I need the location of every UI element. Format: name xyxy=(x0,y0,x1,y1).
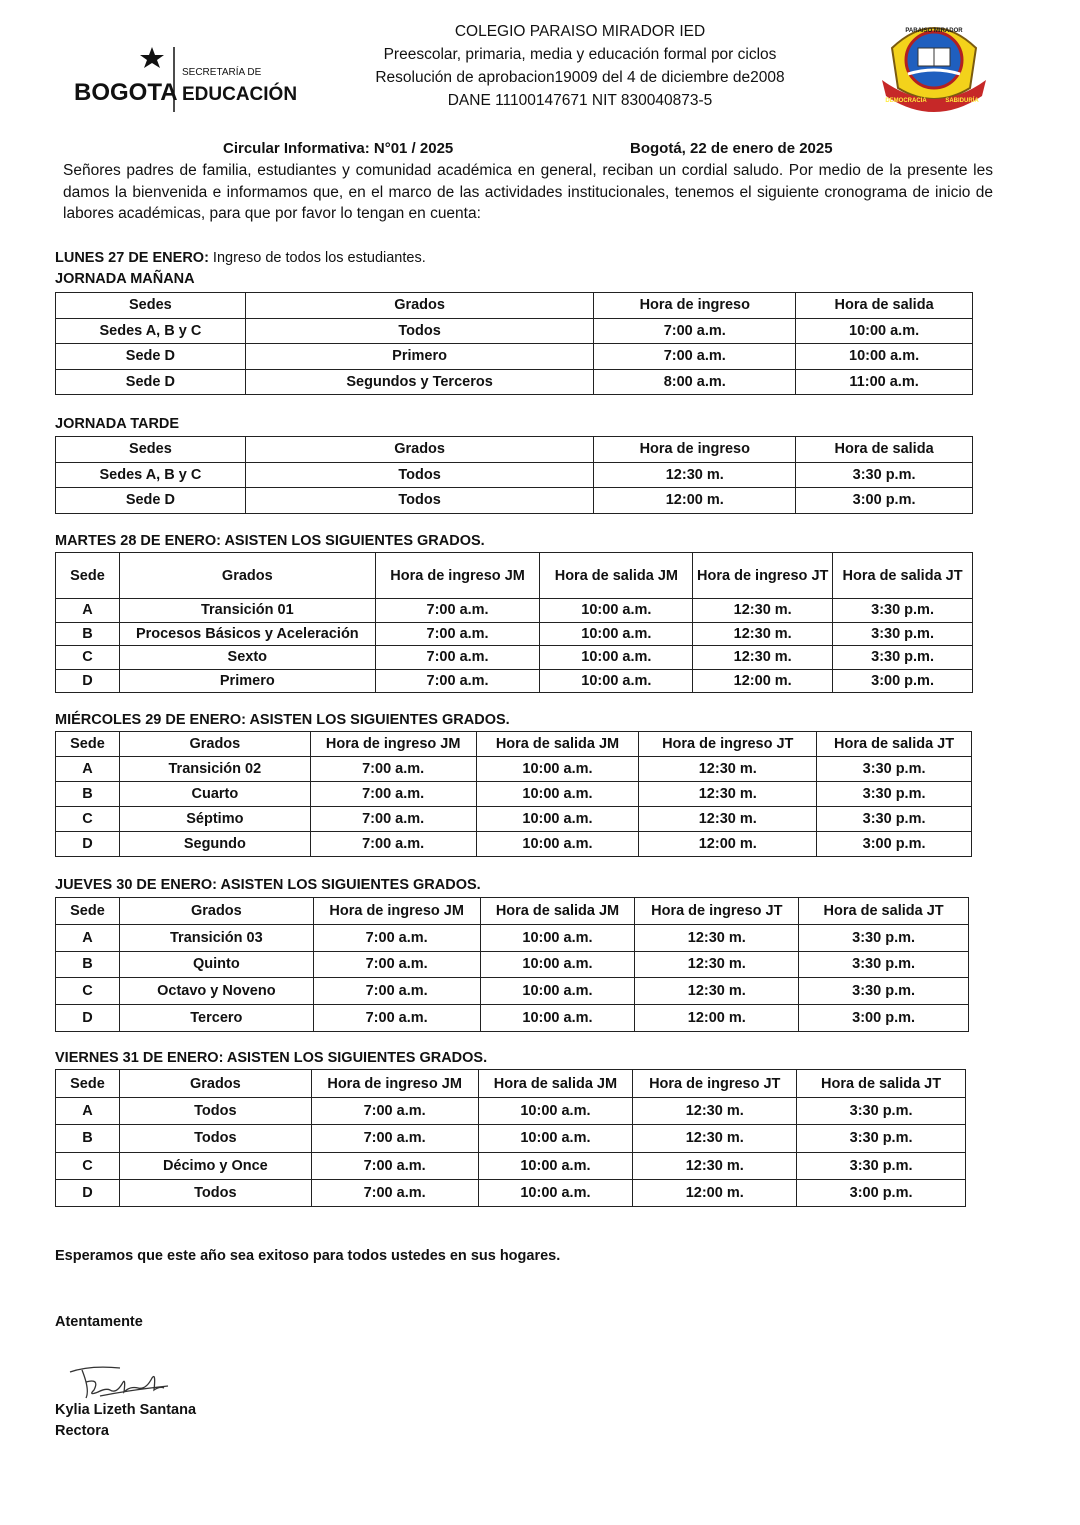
friday-table xyxy=(55,1069,966,1207)
table-cell: 3:30 p.m. xyxy=(817,782,972,807)
table-cell: 7:00 a.m. xyxy=(311,1179,478,1206)
school-line4: DANE 11100147671 NIT 830040873-5 xyxy=(447,92,713,109)
table-cell: 3:30 p.m. xyxy=(817,757,972,782)
table-cell: 3:30 p.m. xyxy=(797,1125,966,1152)
table-cell: Octavo y Noveno xyxy=(119,978,313,1005)
table-cell: 10:00 a.m. xyxy=(480,978,635,1005)
column-header: Sede xyxy=(56,898,120,925)
table-header-row xyxy=(56,553,973,599)
monday-title-rest: Ingreso de todos los estudiantes. xyxy=(208,250,426,266)
column-header: Sede xyxy=(56,732,120,757)
table-cell: Primero xyxy=(245,344,594,370)
monday-title xyxy=(55,250,426,266)
table-cell: Todos xyxy=(119,1125,311,1152)
table-cell: 7:00 a.m. xyxy=(313,924,480,951)
signer-name: Kylia Lizeth Santana xyxy=(55,1402,197,1418)
table-cell: Todos xyxy=(119,1179,311,1206)
table-cell: 12:00 m. xyxy=(635,1005,799,1032)
table-cell: 12:30 m. xyxy=(693,646,833,670)
tuesday-title: MARTES 28 DE ENERO: ASISTEN LOS SIGUIENTES GRADOS. xyxy=(55,533,485,549)
table-row xyxy=(56,1005,969,1032)
morning-table xyxy=(55,292,973,395)
column-header: Hora de ingreso xyxy=(594,293,796,319)
table-cell: 10:00 a.m. xyxy=(478,1152,633,1179)
table-cell: 12:30 m. xyxy=(633,1152,797,1179)
thursday-table xyxy=(55,897,969,1032)
school-name: COLEGIO PARAISO MIRADOR IED xyxy=(454,23,706,40)
table-cell: B xyxy=(56,951,120,978)
table-row xyxy=(56,757,972,782)
table-cell: 3:30 p.m. xyxy=(796,462,973,488)
table-cell: Transición 02 xyxy=(119,757,310,782)
column-header: Hora de salida JT xyxy=(817,732,972,757)
table-cell: 7:00 a.m. xyxy=(313,978,480,1005)
table-cell: 10:00 a.m. xyxy=(540,646,693,670)
table-cell: D xyxy=(56,1179,120,1206)
table-cell: 10:00 a.m. xyxy=(478,1125,633,1152)
table-cell: 7:00 a.m. xyxy=(310,782,476,807)
table-cell: 7:00 a.m. xyxy=(313,1005,480,1032)
table-cell: Séptimo xyxy=(119,807,310,832)
table-cell: 7:00 a.m. xyxy=(311,1098,478,1125)
table-cell: Sede D xyxy=(56,344,246,370)
table-cell: Todos xyxy=(245,488,594,514)
table-cell: Sexto xyxy=(119,646,375,670)
table-cell: A xyxy=(56,924,120,951)
table-cell: 7:00 a.m. xyxy=(375,622,540,646)
table-cell: 3:30 p.m. xyxy=(799,951,969,978)
column-header: Hora de ingreso JM xyxy=(375,553,540,599)
table-row xyxy=(56,599,973,623)
circular-date: Bogotá, 22 de enero de 2025 xyxy=(630,140,833,157)
logo-brand-text: BOGOTA xyxy=(74,79,178,106)
table-cell: Quinto xyxy=(119,951,313,978)
table-row xyxy=(56,807,972,832)
table-row xyxy=(56,832,972,857)
table-cell: D xyxy=(56,1005,120,1032)
table-cell: Todos xyxy=(245,462,594,488)
column-header: Hora de ingreso JM xyxy=(310,732,476,757)
column-header: Grados xyxy=(245,293,594,319)
table-cell: A xyxy=(56,1098,120,1125)
afternoon-shift-title: JORNADA TARDE xyxy=(55,416,180,432)
column-header: Grados xyxy=(119,553,375,599)
wednesday-table xyxy=(55,731,972,857)
column-header: Hora de ingreso JM xyxy=(313,898,480,925)
table-row xyxy=(56,924,969,951)
table-cell: 7:00 a.m. xyxy=(594,344,796,370)
table-cell: 7:00 a.m. xyxy=(594,318,796,344)
table-cell: 8:00 a.m. xyxy=(594,369,796,395)
table-cell: B xyxy=(56,622,120,646)
table-cell: 10:00 a.m. xyxy=(476,807,639,832)
table-cell: C xyxy=(56,1152,120,1179)
table-cell: Sedes A, B y C xyxy=(56,462,246,488)
table-cell: 7:00 a.m. xyxy=(311,1152,478,1179)
table-cell: 10:00 a.m. xyxy=(476,832,639,857)
table-cell: B xyxy=(56,1125,120,1152)
morning-shift-title: JORNADA MAÑANA xyxy=(55,271,195,287)
table-cell: 12:30 m. xyxy=(633,1098,797,1125)
table-cell: 7:00 a.m. xyxy=(375,599,540,623)
table-cell: 10:00 a.m. xyxy=(476,782,639,807)
table-cell: 12:00 m. xyxy=(633,1179,797,1206)
table-cell: 10:00 a.m. xyxy=(480,924,635,951)
table-cell: 3:30 p.m. xyxy=(817,807,972,832)
table-cell: 10:00 a.m. xyxy=(796,344,973,370)
table-cell: Segundo xyxy=(119,832,310,857)
signature-image xyxy=(60,1360,180,1405)
column-header: Hora de ingreso JM xyxy=(311,1070,478,1098)
table-cell: A xyxy=(56,757,120,782)
table-cell: Sedes A, B y C xyxy=(56,318,246,344)
monday-title-bold: LUNES 27 DE ENERO: xyxy=(55,250,209,266)
crest-right-text: SABIDURÍA xyxy=(945,98,979,104)
table-cell: 10:00 a.m. xyxy=(478,1098,633,1125)
table-row xyxy=(56,951,969,978)
table-cell: 7:00 a.m. xyxy=(310,832,476,857)
table-row xyxy=(56,782,972,807)
table-cell: 12:00 m. xyxy=(594,488,796,514)
column-header: Hora de ingreso JT xyxy=(635,898,799,925)
table-row xyxy=(56,1152,966,1179)
school-line2: Preescolar, primaria, media y educación formal por ciclos xyxy=(383,46,777,63)
table-cell: 11:00 a.m. xyxy=(796,369,973,395)
table-header-row xyxy=(56,437,973,463)
table-cell: 10:00 a.m. xyxy=(480,1005,635,1032)
column-header: Hora de salida xyxy=(796,437,973,463)
table-cell: 3:00 p.m. xyxy=(799,1005,969,1032)
column-header: Hora de salida JM xyxy=(480,898,635,925)
table-row xyxy=(56,978,969,1005)
table-cell: D xyxy=(56,832,120,857)
bogota-education-logo xyxy=(70,42,298,117)
table-cell: A xyxy=(56,599,120,623)
table-row xyxy=(56,1179,966,1206)
table-cell: Primero xyxy=(119,669,375,693)
table-cell: 12:30 m. xyxy=(639,757,817,782)
table-header-row xyxy=(56,732,972,757)
table-header-row xyxy=(56,293,973,319)
table-cell: Transición 01 xyxy=(119,599,375,623)
table-row xyxy=(56,344,973,370)
table-cell: 7:00 a.m. xyxy=(310,757,476,782)
table-cell: Todos xyxy=(245,318,594,344)
table-cell: Segundos y Terceros xyxy=(245,369,594,395)
table-cell: C xyxy=(56,646,120,670)
logo-dept-line1: SECRETARÍA DE xyxy=(182,67,262,78)
table-cell: Todos xyxy=(119,1098,311,1125)
intro-paragraph: Señores padres de familia, estudiantes y comunidad académica en general, reciban un cordial saludo. Por medio de la presente les damos la bienvenida e informamos que, en el marco de las actividades institucionales, tenemos el siguiente cronograma de inicio de labores académicas, para que por favor lo tengan en cuenta: xyxy=(63,162,993,222)
thursday-title: JUEVES 30 DE ENERO: ASISTEN LOS SIGUIENTES GRADOS. xyxy=(55,877,481,893)
table-cell: 7:00 a.m. xyxy=(375,669,540,693)
table-cell: D xyxy=(56,669,120,693)
table-cell: B xyxy=(56,782,120,807)
table-cell: 12:30 m. xyxy=(639,807,817,832)
table-cell: 3:00 p.m. xyxy=(833,669,973,693)
crest-top-text: PARAISO MIRADOR xyxy=(905,28,963,34)
table-cell: 10:00 a.m. xyxy=(796,318,973,344)
table-cell: 3:30 p.m. xyxy=(833,646,973,670)
table-cell: 3:30 p.m. xyxy=(797,1152,966,1179)
table-cell: 7:00 a.m. xyxy=(375,646,540,670)
column-header: Hora de salida JM xyxy=(476,732,639,757)
afternoon-table xyxy=(55,436,973,514)
column-header: Hora de salida JM xyxy=(478,1070,633,1098)
signer-role: Rectora xyxy=(55,1423,109,1439)
table-cell: Cuarto xyxy=(119,782,310,807)
table-row xyxy=(56,1125,966,1152)
table-header-row xyxy=(56,1070,966,1098)
table-row xyxy=(56,488,973,514)
column-header: Sede xyxy=(56,553,120,599)
column-header: Hora de ingreso JT xyxy=(633,1070,797,1098)
table-cell: 3:30 p.m. xyxy=(797,1098,966,1125)
table-cell: C xyxy=(56,807,120,832)
column-header: Sedes xyxy=(56,437,246,463)
table-cell: 10:00 a.m. xyxy=(476,757,639,782)
table-cell: 10:00 a.m. xyxy=(478,1179,633,1206)
table-cell: 3:00 p.m. xyxy=(797,1179,966,1206)
table-cell: 12:30 m. xyxy=(594,462,796,488)
table-cell: Décimo y Once xyxy=(119,1152,311,1179)
table-row xyxy=(56,669,973,693)
table-cell: 3:00 p.m. xyxy=(817,832,972,857)
table-cell: 12:00 m. xyxy=(693,669,833,693)
column-header: Sede xyxy=(56,1070,120,1098)
table-cell: 7:00 a.m. xyxy=(310,807,476,832)
column-header: Grados xyxy=(119,732,310,757)
table-cell: 12:30 m. xyxy=(693,599,833,623)
column-header: Hora de ingreso JT xyxy=(639,732,817,757)
table-row xyxy=(56,318,973,344)
table-row xyxy=(56,1098,966,1125)
table-row xyxy=(56,369,973,395)
tuesday-table xyxy=(55,552,973,693)
table-cell: 7:00 a.m. xyxy=(311,1125,478,1152)
table-cell: 12:00 m. xyxy=(639,832,817,857)
column-header: Hora de salida JT xyxy=(833,553,973,599)
column-header: Grados xyxy=(119,1070,311,1098)
column-header: Hora de salida JT xyxy=(797,1070,966,1098)
column-header: Hora de salida JM xyxy=(540,553,693,599)
table-cell: 12:30 m. xyxy=(635,924,799,951)
school-line3: Resolución de aprobacion19009 del 4 de diciembre de2008 xyxy=(375,69,785,86)
star-icon xyxy=(140,47,164,68)
table-cell: Sede D xyxy=(56,488,246,514)
table-cell: 10:00 a.m. xyxy=(540,599,693,623)
table-cell: 12:30 m. xyxy=(633,1125,797,1152)
column-header: Grados xyxy=(119,898,313,925)
table-cell: 12:30 m. xyxy=(635,951,799,978)
table-cell: Transición 03 xyxy=(119,924,313,951)
table-cell: 10:00 a.m. xyxy=(540,669,693,693)
wednesday-title: MIÉRCOLES 29 DE ENERO: ASISTEN LOS SIGUIENTES GRADOS. xyxy=(55,712,510,728)
table-cell: 3:30 p.m. xyxy=(799,978,969,1005)
table-cell: Tercero xyxy=(119,1005,313,1032)
table-cell: 3:00 p.m. xyxy=(796,488,973,514)
column-header: Hora de salida JT xyxy=(799,898,969,925)
table-cell: 12:30 m. xyxy=(635,978,799,1005)
table-cell: 12:30 m. xyxy=(693,622,833,646)
table-row xyxy=(56,622,973,646)
column-header: Grados xyxy=(245,437,594,463)
table-row xyxy=(56,646,973,670)
table-cell: 3:30 p.m. xyxy=(799,924,969,951)
table-cell: 10:00 a.m. xyxy=(540,622,693,646)
table-header-row xyxy=(56,898,969,925)
table-cell: 3:30 p.m. xyxy=(833,622,973,646)
column-header: Sedes xyxy=(56,293,246,319)
sign-off: Atentamente xyxy=(55,1314,143,1330)
logo-dept-line2: EDUCACIÓN xyxy=(182,84,298,105)
table-cell: Sede D xyxy=(56,369,246,395)
table-cell: 7:00 a.m. xyxy=(313,951,480,978)
crest-left-text: DEMOCRACIA xyxy=(885,98,927,104)
table-cell: 12:30 m. xyxy=(639,782,817,807)
table-cell: Procesos Básicos y Aceleración xyxy=(119,622,375,646)
circular-number: Circular Informativa: N°01 / 2025 xyxy=(223,140,454,157)
school-crest-logo xyxy=(878,18,990,118)
closing-message: Esperamos que este año sea exitoso para todos ustedes en sus hogares. xyxy=(55,1248,561,1264)
school-header xyxy=(300,20,860,112)
table-cell: 3:30 p.m. xyxy=(833,599,973,623)
column-header: Hora de ingreso xyxy=(594,437,796,463)
column-header: Hora de ingreso JT xyxy=(693,553,833,599)
table-cell: 10:00 a.m. xyxy=(480,951,635,978)
table-row xyxy=(56,462,973,488)
column-header: Hora de salida xyxy=(796,293,973,319)
table-cell: C xyxy=(56,978,120,1005)
friday-title: VIERNES 31 DE ENERO: ASISTEN LOS SIGUIENTES GRADOS. xyxy=(55,1050,488,1066)
